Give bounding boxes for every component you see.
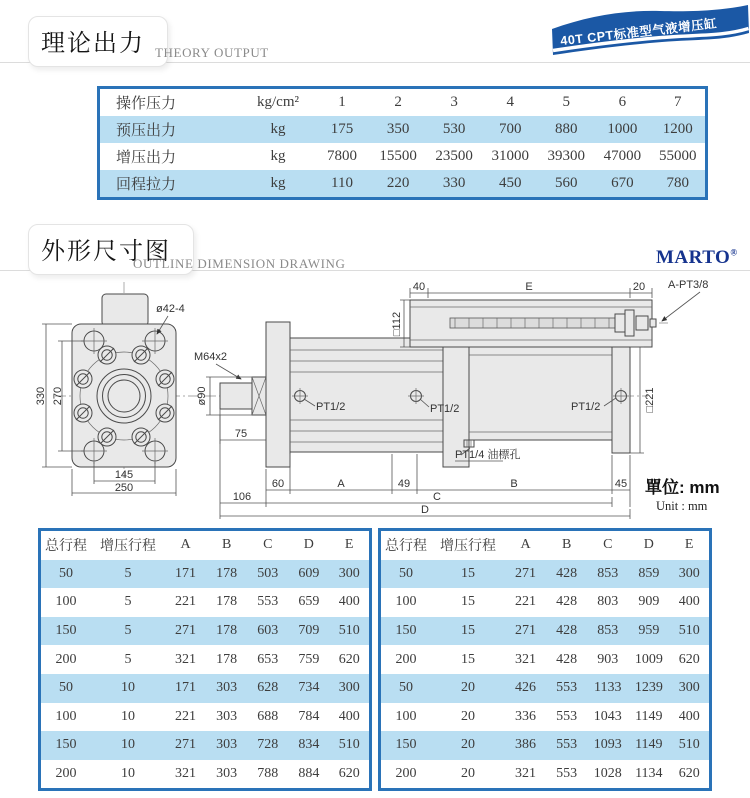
cell: 15 xyxy=(461,594,475,610)
cell: 1093 xyxy=(593,737,622,753)
cell: 回程拉力 xyxy=(116,177,177,193)
cell: 303 xyxy=(216,766,238,782)
label-port-pt12-2: PT1/2 xyxy=(430,403,460,415)
cell: 400 xyxy=(338,594,360,610)
unit-note-zh: 單位: mm xyxy=(645,478,720,497)
main-cylinder-body xyxy=(469,347,612,440)
label-dim-D: D xyxy=(421,504,429,516)
table-row xyxy=(40,703,371,732)
cell: 15500 xyxy=(379,148,417,164)
cell: 909 xyxy=(638,594,660,610)
cell: 303 xyxy=(216,708,238,724)
column-header: kg/cm² xyxy=(257,94,299,110)
cell: 20 xyxy=(461,737,475,753)
cell: 784 xyxy=(298,708,320,724)
front-plate xyxy=(266,322,290,467)
cell: 620 xyxy=(338,651,360,667)
header-row xyxy=(99,88,707,117)
cell: 20 xyxy=(461,680,475,696)
cell: 959 xyxy=(638,623,660,639)
cell: 330 xyxy=(442,175,466,191)
cell: 15 xyxy=(461,623,475,639)
cell: 20 xyxy=(461,766,475,782)
table-row xyxy=(99,170,707,199)
cell: 628 xyxy=(257,680,279,696)
cell: 10 xyxy=(121,708,135,724)
product-banner xyxy=(552,2,750,60)
cell: 510 xyxy=(338,623,360,639)
cell: 200 xyxy=(55,766,77,782)
cell: 300 xyxy=(338,565,360,581)
piston-rod xyxy=(220,383,252,409)
section-subtitle-outline-en: OUTLINE DIMENSION DRAWING xyxy=(133,256,346,271)
cell: 178 xyxy=(216,565,238,581)
table-row xyxy=(380,645,711,674)
cell: 321 xyxy=(175,651,197,667)
cell: 426 xyxy=(515,680,537,696)
table-row xyxy=(99,116,707,143)
cell: 1000 xyxy=(607,121,638,137)
cell: 7800 xyxy=(327,148,358,164)
label-dim-45: 45 xyxy=(614,478,628,490)
cell: 100 xyxy=(55,594,77,610)
cell: 303 xyxy=(216,737,238,753)
table-row xyxy=(380,760,711,790)
table-row xyxy=(380,703,711,732)
table-row xyxy=(380,674,711,703)
theory-output-table xyxy=(97,86,708,200)
cell: 400 xyxy=(338,708,360,724)
label-oil-port: PT1/4 油標孔 xyxy=(455,449,521,461)
cell: 700 xyxy=(498,121,522,137)
cell: 1009 xyxy=(634,651,663,667)
cell: 预压出力 xyxy=(116,123,177,139)
cell: 178 xyxy=(216,651,238,667)
label-dim-E: E xyxy=(525,281,533,293)
cell: 670 xyxy=(611,175,634,191)
cell: 709 xyxy=(298,623,320,639)
label-dim-C: C xyxy=(433,491,441,503)
label-dim-A: A xyxy=(337,478,345,490)
cell: 271 xyxy=(515,565,537,581)
table-row xyxy=(40,674,371,703)
column-header: 3 xyxy=(450,94,458,110)
cell: 150 xyxy=(55,737,77,753)
cell: 321 xyxy=(515,766,537,782)
port-block xyxy=(102,294,148,326)
label-square-112: □112 xyxy=(391,311,403,337)
label-port-pt12-3: PT1/2 xyxy=(571,401,601,413)
cell: 221 xyxy=(175,708,197,724)
cell: 428 xyxy=(556,651,578,667)
column-header: 2 xyxy=(394,94,402,110)
cell: 55000 xyxy=(658,148,697,164)
cell: 553 xyxy=(556,680,578,696)
table-row xyxy=(380,588,711,617)
label-port-pt12-1: PT1/2 xyxy=(316,401,346,413)
cell: 321 xyxy=(515,651,537,667)
label-width-145: 145 xyxy=(114,469,134,481)
section-subtitle-theory-en: THEORY OUTPUT xyxy=(155,45,269,60)
cell: 221 xyxy=(515,594,537,610)
column-header: 操作压力 xyxy=(116,96,177,112)
cell: 734 xyxy=(298,680,320,696)
column-header: B xyxy=(221,537,232,553)
cell: 5 xyxy=(124,651,132,667)
cell: 859 xyxy=(638,565,660,581)
column-header: E xyxy=(344,537,354,553)
cell: 221 xyxy=(175,594,197,610)
cell: 603 xyxy=(257,623,279,639)
column-header: E xyxy=(684,537,694,553)
cell: 350 xyxy=(386,121,410,137)
cell: 50 xyxy=(59,680,73,696)
label-dim-60: 60 xyxy=(271,478,285,490)
cell: 增压出力 xyxy=(116,150,177,166)
cell: kg xyxy=(270,148,286,164)
cell: 50 xyxy=(59,565,73,581)
cell: 303 xyxy=(216,680,238,696)
cell: 834 xyxy=(298,737,320,753)
cell: 178 xyxy=(216,623,238,639)
dimension-table-left xyxy=(38,528,372,791)
column-header: 增压行程 xyxy=(440,539,496,555)
outline-dimension-drawing xyxy=(0,276,750,522)
cell: 428 xyxy=(556,623,578,639)
cell: 300 xyxy=(678,680,700,696)
cell: 853 xyxy=(597,623,619,639)
cell: 780 xyxy=(666,175,689,191)
cell: 428 xyxy=(556,594,578,610)
cell: 659 xyxy=(298,594,320,610)
label-dim-B: B xyxy=(510,478,518,490)
cell: 880 xyxy=(555,121,578,137)
cell: 271 xyxy=(515,623,537,639)
label-thread-m64: M64x2 xyxy=(194,351,228,363)
cell: 271 xyxy=(175,623,197,639)
cell: 386 xyxy=(515,737,537,753)
cell: 503 xyxy=(257,565,279,581)
cell: 428 xyxy=(556,565,578,581)
cell: 200 xyxy=(55,651,77,667)
cell: 510 xyxy=(678,623,700,639)
cell: 1134 xyxy=(635,766,663,782)
label-width-250: 250 xyxy=(114,482,134,494)
cell: 5 xyxy=(124,565,132,581)
cell: 171 xyxy=(175,680,197,696)
cell: 530 xyxy=(442,121,466,137)
column-header: 总行程 xyxy=(45,539,87,555)
cell: 553 xyxy=(556,737,578,753)
column-header: 4 xyxy=(506,94,514,110)
cell: 553 xyxy=(257,594,279,610)
label-height-270: 270 xyxy=(52,386,64,406)
table-row xyxy=(40,760,371,790)
cell: kg xyxy=(270,121,286,137)
cell: 321 xyxy=(175,766,197,782)
cell: 688 xyxy=(257,708,279,724)
brand-name: MARTO xyxy=(656,247,731,268)
cell: 803 xyxy=(597,594,619,610)
label-dim-49: 49 xyxy=(397,478,411,490)
cell: 5 xyxy=(124,594,132,610)
cell: 1149 xyxy=(635,737,663,753)
table-row xyxy=(40,617,371,646)
column-header: 增压行程 xyxy=(100,539,156,555)
table-row xyxy=(40,588,371,617)
cylinder-side-view xyxy=(194,279,708,519)
brand-logo xyxy=(656,247,738,269)
header-row xyxy=(40,530,371,560)
cell: 100 xyxy=(395,708,417,724)
table-row xyxy=(380,731,711,760)
cell: 553 xyxy=(556,766,578,782)
table-row xyxy=(99,143,707,170)
cell: 620 xyxy=(338,766,360,782)
label-hole-spec: ø42-4 xyxy=(156,303,185,315)
label-height-330: 330 xyxy=(35,386,47,406)
cell: 10 xyxy=(121,766,135,782)
cell: 653 xyxy=(257,651,279,667)
table-row xyxy=(40,560,371,589)
booster-rod xyxy=(450,318,615,328)
column-header: C xyxy=(263,537,273,553)
cell: 400 xyxy=(678,708,700,724)
cell: 50 xyxy=(399,565,413,581)
cell: 150 xyxy=(55,623,77,639)
cell: 300 xyxy=(338,680,360,696)
banner-title: 40T CPT标准型气液增压缸 xyxy=(559,16,718,49)
cell: 609 xyxy=(298,565,320,581)
section-title-theory xyxy=(28,16,168,67)
cell: 1149 xyxy=(635,708,663,724)
cell: 10 xyxy=(121,737,135,753)
cell: 853 xyxy=(597,565,619,581)
dimension-table-right xyxy=(378,528,712,791)
cell: 400 xyxy=(678,594,700,610)
column-header: 5 xyxy=(562,94,571,110)
cell: 150 xyxy=(395,737,417,753)
cell: 510 xyxy=(338,737,360,753)
cell: kg xyxy=(270,175,286,191)
column-header: 总行程 xyxy=(385,539,427,555)
label-dim-40: 40 xyxy=(412,281,426,293)
registered-mark: ® xyxy=(730,247,738,258)
cell: 200 xyxy=(395,651,417,667)
cell: 271 xyxy=(175,737,197,753)
table-row xyxy=(40,731,371,760)
cell: 1200 xyxy=(662,121,693,137)
cell: 31000 xyxy=(491,148,529,164)
cell: 150 xyxy=(395,623,417,639)
cell: 50 xyxy=(399,680,413,696)
cell: 1133 xyxy=(593,680,622,696)
cell: 759 xyxy=(298,651,320,667)
table-row xyxy=(380,560,711,589)
cell: 1043 xyxy=(593,708,622,724)
label-air-port: A-PT3/8 xyxy=(668,279,709,291)
cell: 510 xyxy=(678,737,700,753)
cell: 560 xyxy=(555,175,578,191)
cell: 553 xyxy=(556,708,578,724)
label-square-221: □221 xyxy=(644,387,656,413)
cell: 110 xyxy=(331,175,353,191)
cell: 171 xyxy=(175,565,197,581)
column-header: C xyxy=(603,537,613,553)
table-row xyxy=(380,617,711,646)
section-title-outline-text: 外形尺寸图 xyxy=(41,239,171,265)
cell: 1028 xyxy=(593,766,622,782)
column-header: D xyxy=(643,537,654,553)
cell: 728 xyxy=(257,737,279,753)
cell: 15 xyxy=(461,565,475,581)
cell: 39300 xyxy=(547,148,586,164)
cell: 47000 xyxy=(603,148,642,164)
column-header: 1 xyxy=(338,94,346,110)
cell: 5 xyxy=(124,623,132,639)
cell: 220 xyxy=(386,175,410,191)
cell: 23500 xyxy=(435,148,473,164)
cell: 884 xyxy=(298,766,320,782)
cell: 15 xyxy=(461,651,475,667)
cell: 903 xyxy=(597,651,619,667)
cell: 336 xyxy=(515,708,537,724)
cell: 100 xyxy=(55,708,77,724)
column-header: A xyxy=(180,537,191,553)
section-title-theory-text: 理论出力 xyxy=(41,31,145,57)
cell: 10 xyxy=(121,680,135,696)
flange-front-view xyxy=(35,282,200,496)
header-row xyxy=(380,530,711,560)
table-row xyxy=(40,645,371,674)
label-rod-dia: ø90 xyxy=(196,386,208,406)
column-header: A xyxy=(520,537,531,553)
cell: 1239 xyxy=(634,680,663,696)
unit-note-en: Unit : mm xyxy=(656,499,708,513)
cell: 200 xyxy=(395,766,417,782)
cell: 300 xyxy=(678,565,700,581)
cell: 620 xyxy=(678,766,700,782)
cell: 620 xyxy=(678,651,700,667)
cell: 450 xyxy=(498,175,522,191)
cell: 178 xyxy=(216,594,238,610)
cell: 175 xyxy=(330,121,354,137)
label-dim-20: 20 xyxy=(632,281,646,293)
column-header: 7 xyxy=(673,94,682,110)
column-header: B xyxy=(561,537,572,553)
cell: 788 xyxy=(257,766,279,782)
cell: 100 xyxy=(395,594,417,610)
label-dim-75: 75 xyxy=(234,428,248,440)
column-header: 6 xyxy=(618,94,627,110)
column-header: D xyxy=(303,537,314,553)
label-dim-106: 106 xyxy=(232,491,252,503)
cell: 20 xyxy=(461,708,475,724)
